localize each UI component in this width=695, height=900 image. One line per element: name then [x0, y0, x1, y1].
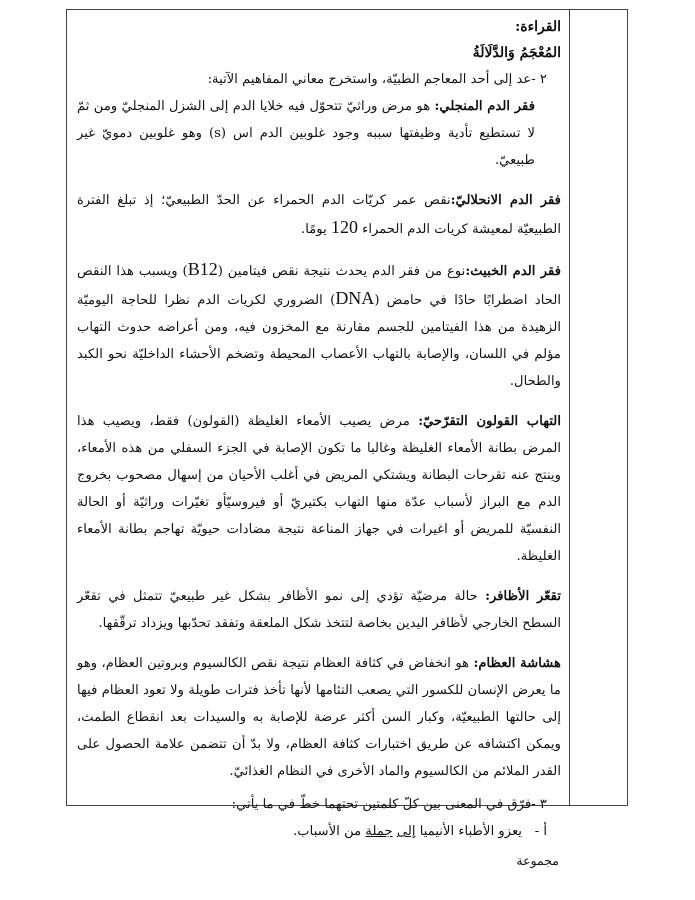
definition-pernicious-text: نوع من فقر الدم يحدث نتيجة نقص فيتامين (	[217, 264, 466, 279]
term-nails: تقعّر الأظافر:	[485, 589, 561, 604]
term-osteoporosis: هشاشة العظام:	[473, 656, 561, 671]
section-heading-reading: القراءة:	[515, 19, 561, 35]
page-frame	[66, 9, 628, 868]
item-a-label: أ -	[534, 824, 547, 839]
definition-colitis	[77, 408, 561, 570]
term-colitis: التهاب القولون التقرّحيّ:	[418, 414, 561, 429]
footer-word: مجموعة	[516, 853, 559, 868]
dna-label: DNA	[335, 288, 375, 308]
term-sickle-cell: فقر الدم المنجلي:	[434, 99, 535, 114]
definition-pernicious	[77, 256, 561, 395]
vitamin-b12: B12	[187, 259, 218, 279]
document-content	[77, 14, 561, 874]
underlined-word-2: جملة	[365, 824, 393, 839]
question-3: ٣ -فرّق في المعنى بين كلّ كلمتين تحتهما خطّ في ما يأتي:	[231, 797, 547, 812]
days-number: 120	[330, 217, 358, 237]
definition-hemolytic-text-end: يومًا.	[301, 222, 331, 237]
side-column	[569, 10, 627, 805]
definition-hemolytic-text: نقص عمر كريّات الدم الحمراء عن الحدّ الطبيعيّ؛ إذ تبلغ الفترة الطبيعيّة لمعيشة كريات الدم الحمراء	[77, 193, 561, 237]
term-hemolytic: فقر الدم الانحلاليّ:	[450, 193, 561, 208]
item-a-text: يعزو الأطباء الأنيميا	[415, 824, 523, 839]
question-3-item-a	[77, 818, 561, 845]
definition-nails-text: حالة مرضيّة تؤدي إلى نمو الأظافر بشكل غير طبيعيّ تتمثل في تقعّر السطح الخارجي لأظافر اليدين بخاصة لتتخذ شكل الملعقة وتفقد تحدّبها ويزداد ترقّقها.	[77, 589, 561, 631]
definition-hemolytic	[77, 187, 561, 243]
definition-colitis-text: مرض يصيب الأمعاء الغليظة (القولون) فقط، ويصيب هذا المرض بطانة الأمعاء الغليظة وغالبا ما تكون الإصابة في الجزء السفلي من هذه الأمعاء، وينتج عنه تقرحات البطانة ويشتكي المريض في أغلب الأحيان من إسهال مصحوب بخروج الدم مع البراز لأسباب عدّة منها التهاب بكتيريّ أو فيروسيّأو تغيّرات وراثيّة أو الحالة النفسيّة للمريض أو اغيرات في جهاز المناعة نتيجة مضادات حيويّة تهاجم بطانة الأمعاء الغليظة.	[77, 414, 561, 564]
definition-sickle-cell	[77, 93, 561, 174]
definition-pernicious-text-2: ) ويسبب هذا النقص الحاد اضطرابًا حادًا في حامض (	[77, 264, 561, 308]
section-heading-lexicon: المُعْجَمُ وَالدَّلَالَةُ	[472, 45, 561, 61]
underlined-word-1: إلى	[396, 824, 416, 839]
question-2: ٢ -عد إلى أحد المعاجم الطبيّة، واستخرج معاني المفاهيم الآتية:	[207, 72, 547, 87]
definition-sickle-cell-text: هو مرض وراثيّ تتحوّل فيه خلايا الدم إلى الشزل المنجليّ ومن ثمّ لا تستطيع تأدية وظيفتها سببه وجود غلوبين الدم اس (s) وهو غلوبين دمويّ غير طبيعيّ.	[77, 99, 535, 168]
item-a-text-end: من الأسباب.	[293, 824, 366, 839]
definition-nails	[77, 583, 561, 637]
definition-pernicious-text-3: ) الضروري لكريات الدم نظرا للحاجة اليوميّة الزهيدة من هذا الفيتامين للجسم مقارنة مع المخزون فيه، ومن أعراضه حدوث التهاب مؤلم في اللسان، والإصابة بالتهاب الأعصاب المحيطة وتضخم الأحشاء الداخليّة نحو الكبد والطحال.	[77, 293, 561, 389]
definition-osteoporosis-text: هو انخفاض في كثافة العظام نتيجة نقص الكالسيوم وبروتين العظام، وهو ما يعرض الإنسان للكسور التي يصعب التئامها لأنها تأخذ فترات طويلة ولا تعود العظام فيها إلى حالتها الطبيعيّة، وكبار السن أكثر عرضة للإصابة به والسيدات بعد انقطاع الطمث، ويمكن اكتشافه عن طريق اختبارات كثافة العظام، ولا بدّ أن تتضمن علامة الحصول على القدر الملائم من الكالسيوم والماد الأخرى في النظام الغذائيّ.	[77, 656, 561, 779]
term-pernicious: فقر الدم الخبيث:	[465, 264, 562, 279]
definition-osteoporosis	[77, 650, 561, 785]
